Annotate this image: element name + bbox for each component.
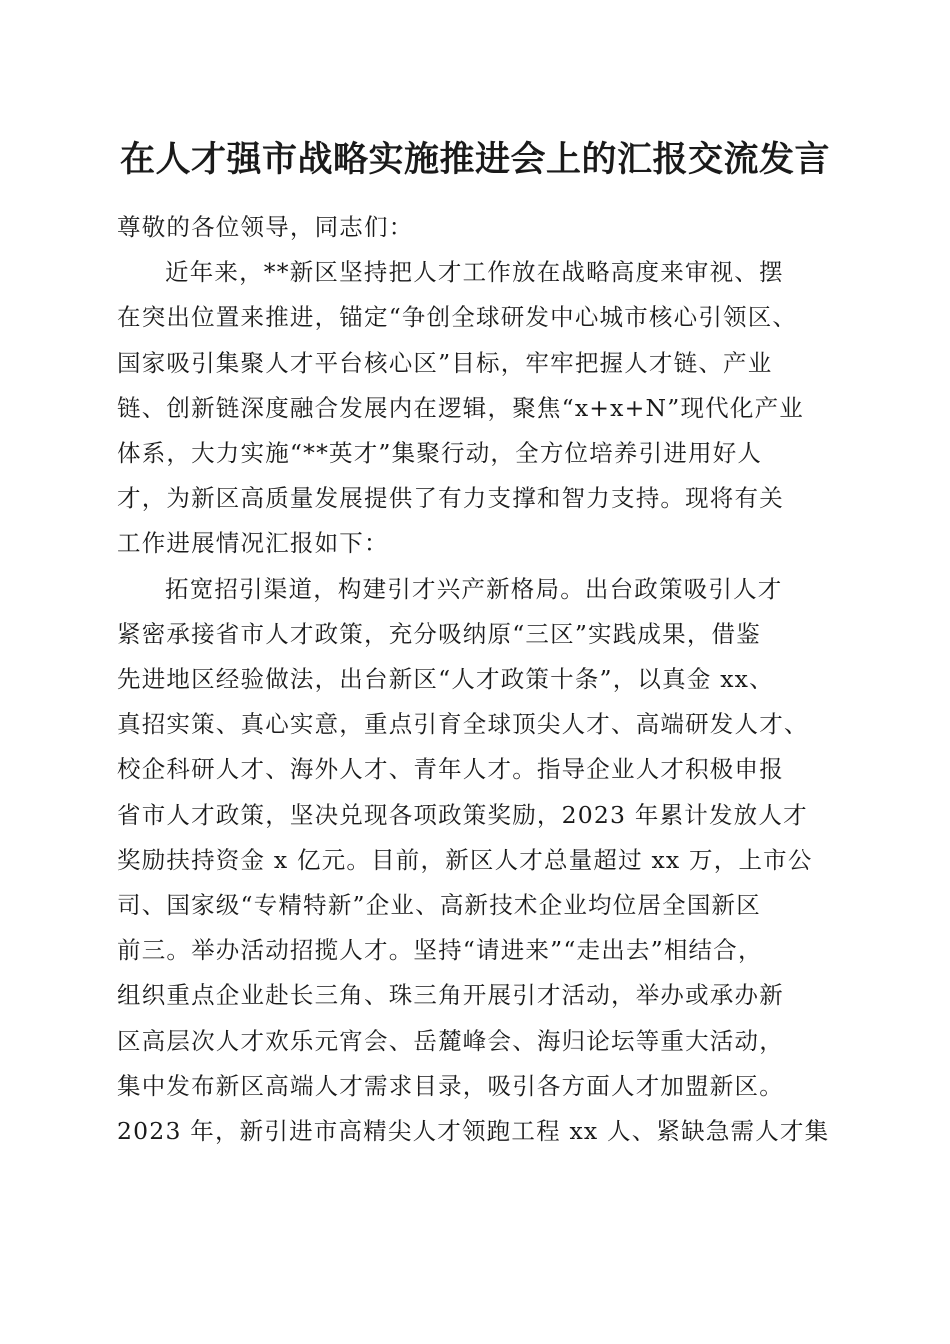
- document-body: [117, 205, 837, 1154]
- salutation-line: 尊敬的各位领导，同志们：: [117, 213, 414, 241]
- paragraph-line: 先进地区经验做法，出台新区“人才政策十条”，以真金 xx、: [117, 665, 774, 694]
- paragraph-line: 国家吸引集聚人才平台核心区”目标，牢牢把握人才链、产业: [117, 348, 773, 377]
- paragraph-line: 司、国家级“专精特新”企业、高新技术企业均位居全国新区: [117, 891, 761, 920]
- paragraph-recruitment: [117, 567, 837, 1155]
- paragraph-line: 在突出位置来推进，锚定“争创全球研发中心城市核心引领区、: [117, 303, 798, 332]
- paragraph-line: 省市人才政策，坚决兑现各项政策奖励，2023 年累计发放人才: [117, 800, 808, 829]
- paragraph-line: 真招实策、真心实意，重点引育全球顶尖人才、高端研发人才、: [117, 710, 809, 739]
- paragraph-line: 工作进展情况汇报如下：: [117, 529, 389, 558]
- salutation: [117, 205, 837, 250]
- paragraph-line: 校企科研人才、海外人才、青年人才。指导企业人才积极申报: [117, 755, 784, 784]
- paragraph-line: 区高层次人才欢乐元宵会、岳麓峰会、海归论坛等重大活动，: [117, 1026, 784, 1055]
- document-title: 在人才强市战略实施推进会上的汇报交流发言: [119, 139, 830, 180]
- paragraph-line: 紧密承接省市人才政策，充分吸纳原“三区”实践成果，借鉴: [117, 619, 761, 648]
- paragraph-line: 链、创新链深度融合发展内在逻辑，聚焦“x+x+N”现代化产业: [117, 393, 804, 422]
- paragraph-intro: [117, 250, 837, 566]
- paragraph-line: 奖励扶持资金 x 亿元。目前，新区人才总量超过 xx 万，上市公: [117, 845, 813, 874]
- paragraph-line: 组织重点企业赴长三角、珠三角开展引才活动，举办或承办新: [117, 981, 784, 1010]
- paragraph-line: 才，为新区高质量发展提供了有力支撑和智力支持。现将有关: [117, 484, 784, 513]
- paragraph-line: 集中发布新区高端人才需求目录，吸引各方面人才加盟新区。: [117, 1071, 784, 1100]
- paragraph-line: 2023 年，新引进市高精尖人才领跑工程 xx 人、紧缺急需人才集: [117, 1117, 830, 1146]
- paragraph-line: 体系，大力实施“**英才”集聚行动，全方位培养引进用好人: [117, 439, 763, 468]
- paragraph-line: 拓宽招引渠道，构建引才兴产新格局。出台政策吸引人才: [165, 574, 783, 603]
- paragraph-line: 前三。举办活动招揽人才。坚持“请进来”“走出去”相结合，: [117, 936, 763, 965]
- paragraph-line: 近年来，**新区坚持把人才工作放在战略高度来审视、摆: [165, 258, 784, 287]
